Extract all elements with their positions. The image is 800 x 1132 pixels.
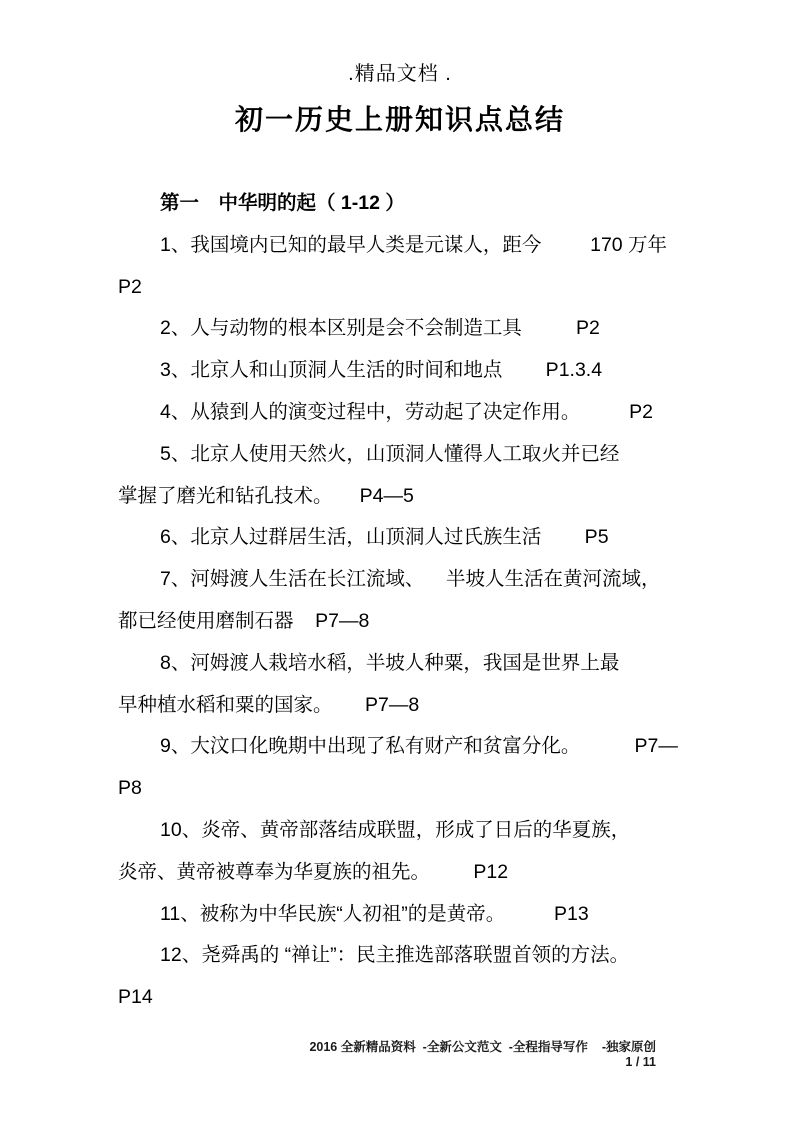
text-line: 8、河姆渡人栽培水稻，半坡人种粟，我国是世界上最 xyxy=(160,651,620,674)
text-line: 9、大汶口化晚期中出现了私有财产和贫富分化。 P7— xyxy=(160,735,678,758)
text-line: 7、河姆渡人生活在长江流域、 半坡人生活在黄河流域， xyxy=(160,568,661,591)
section-heading: 第一 中华明的起（ 1-12 ） xyxy=(160,192,405,214)
text-line: 2、人与动物的根本区别是会不会制造工具 P2 xyxy=(160,317,600,340)
text-line: P14 xyxy=(118,986,153,1009)
document-header: .精品文档 . xyxy=(348,63,452,85)
text-line: 掌握了磨光和钻孔技术。 P4—5 xyxy=(118,484,414,507)
text-line: 5、北京人使用天然火，山顶洞人懂得人工取火并已经 xyxy=(160,442,620,465)
text-line: 12、尧舜禹的 “禅让”：民主推选部落联盟首领的方法。 xyxy=(160,944,630,967)
text-line: 早种植水稻和粟的国家。 P7—8 xyxy=(118,693,420,716)
text-line: 都已经使用磨制石器 P7—8 xyxy=(118,609,370,632)
text-line: 6、北京人过群居生活，山顶洞人过氏族生活 P5 xyxy=(160,526,609,549)
document-footer xyxy=(0,1040,656,1070)
text-line: P2 xyxy=(118,275,142,298)
text-line: 11、被称为中华民族“人初祖”的是黄帝。 P13 xyxy=(160,902,589,925)
document-body xyxy=(118,183,718,1019)
text-line: 1、我国境内已知的最早人类是元谋人，距今 170 万年 xyxy=(160,233,668,256)
text-line: 炎帝、黄帝被尊奉为华夏族的祖先。 P12 xyxy=(118,860,509,883)
text-line: P8 xyxy=(118,777,142,800)
text-line: 3、北京人和山顶洞人生活的时间和地点 P1.3.4 xyxy=(160,359,603,382)
page-number: 1 / 11 xyxy=(625,1055,656,1069)
footer-text: 2016 全新精品资料 -全新公文范文 -全程指导写作 -独家原创 xyxy=(309,1040,656,1054)
text-line: 4、从猿到人的演变过程中，劳动起了决定作用。 P2 xyxy=(160,400,653,423)
page-title: 初一历史上册知识点总结 xyxy=(234,104,565,135)
text-line: 10、炎帝、黄帝部落结成联盟，形成了日后的华夏族， xyxy=(160,818,631,841)
